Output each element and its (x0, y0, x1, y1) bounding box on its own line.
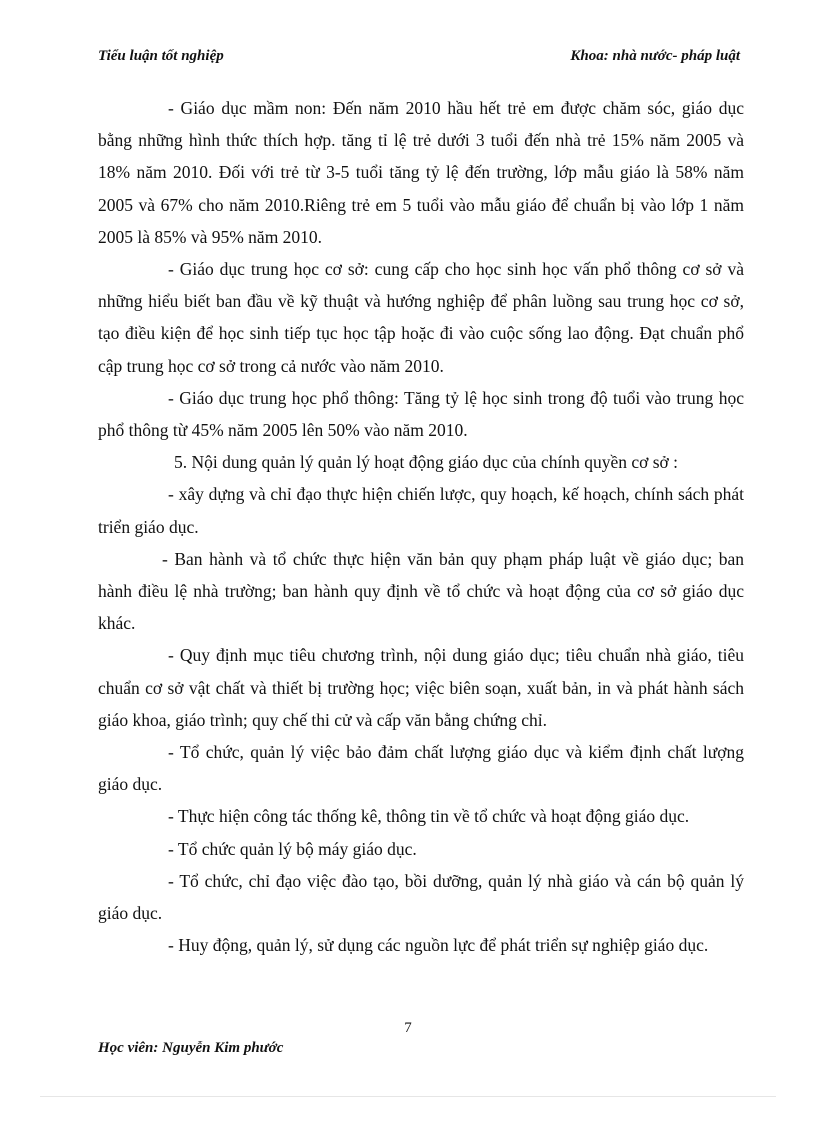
paragraph-upper-secondary: - Giáo dục trung học phổ thông: Tăng tỷ lệ học sinh trong độ tuổi vào trung học phổ thông từ 45% năm 2005 lên 50% vào năm 2010. (98, 387, 744, 441)
paragraph-apparatus: - Tổ chức quản lý bộ máy giáo dục. (168, 838, 417, 859)
paragraph-preschool: - Giáo dục mầm non: Đến năm 2010 hầu hết trẻ em được chăm sóc, giáo dục bằng những hình thức thích hợp. tăng tỉ lệ trẻ dưới 3 tuổi đến nhà trẻ 15% năm 2005 và 18% năm 2010. Đối với trẻ từ 3-5 tuổi tăng tỷ lệ đến trường, lớp mẫu giáo là 58% năm 2005 và 67% cho năm 2010.Riêng trẻ em 5 tuổi vào mẫu giáo để chuẩn bị vào lớp 1 năm 2005 là 85% và 95% năm 2010. (98, 98, 744, 247)
paragraph-strategy: - xây dựng và chỉ đạo thực hiện chiến lược, quy hoạch, kế hoạch, chính sách phát triển giáo dục. (98, 484, 744, 537)
header-thesis-title: Tiểu luận tốt nghiệp (98, 48, 224, 64)
paragraph-quality-assurance: - Tổ chức, quản lý việc bảo đảm chất lượng giáo dục và kiểm định chất lượng giáo dục. (98, 742, 744, 795)
paragraph-statistics: - Thực hiện công tác thống kê, thông tin về tổ chức và hoạt động giáo dục. (168, 806, 690, 827)
paragraph-resources: - Huy động, quản lý, sử dụng các nguồn lực để phát triển sự nghiệp giáo dục. (168, 935, 709, 956)
page-footer-student: Học viên: Nguyễn Kim phước (98, 1040, 284, 1056)
paragraph-legal-documents: - Ban hành và tổ chức thực hiện văn bản quy phạm pháp luật về giáo dục; ban hành điều lệ nhà trường; ban hành quy định về tổ chức và hoạt động của cơ sở giáo dục khác. (98, 548, 744, 634)
page-number: 7 (404, 1020, 412, 1036)
paragraph-curriculum: - Quy định mục tiêu chương trình, nội dung giáo dục; tiêu chuẩn nhà giáo, tiêu chuẩn cơ sở vật chất và thiết bị trường học; việc biên soạn, xuất bản, in và phát hành sách giáo khoa, giáo trình; quy chế thi cử và cấp văn bằng chứng chỉ. (98, 645, 744, 730)
paragraph-training: - Tổ chức, chỉ đạo việc đào tạo, bồi dưỡng, quản lý nhà giáo và cán bộ quản lý giáo dục. (98, 870, 744, 924)
header-faculty: Khoa: nhà nước- pháp luật (570, 48, 740, 64)
document-body (98, 92, 744, 961)
section-heading-management-content: 5. Nội dung quản lý quản lý hoạt động giáo dục của chính quyền cơ sở : (174, 452, 679, 473)
paragraph-lower-secondary: - Giáo dục trung học cơ sở: cung cấp cho học sinh học vấn phổ thông cơ sở và những hiểu biết ban đầu về kỹ thuật và hướng nghiệp để phân luồng sau trung học cơ sở, tạo điều kiện để học sinh tiếp tục học tập hoặc đi vào cuộc sống lao động. Đạt chuẩn phổ cập trung học cơ sở trong cả nước vào năm 2010. (98, 259, 744, 376)
page-header (98, 48, 740, 72)
page-bottom-divider (40, 1096, 776, 1097)
